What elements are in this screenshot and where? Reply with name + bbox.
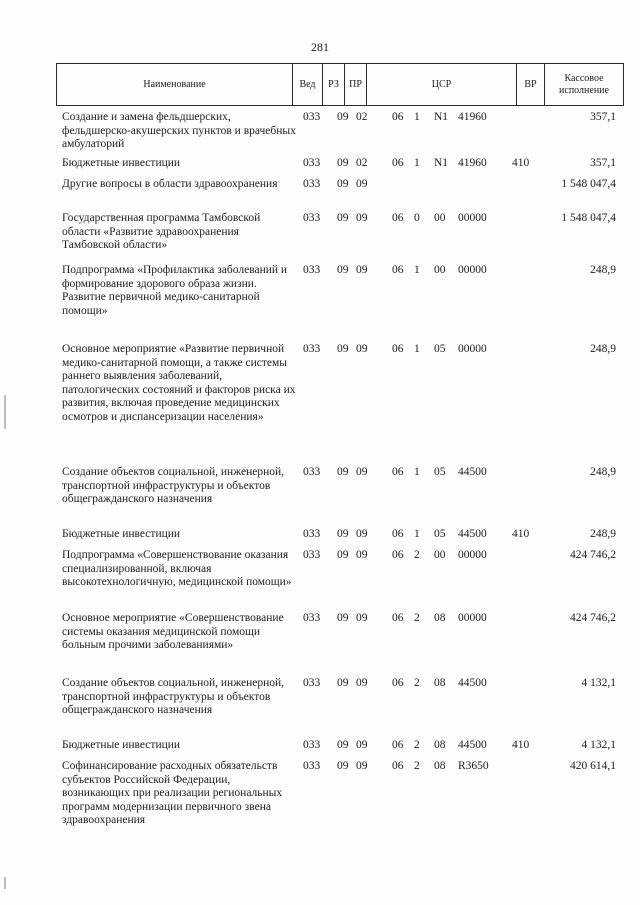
cell-name: Создание и замена фельдшерских, фельдшерско-акушерских пунктов и врачебных амбулаторий — [62, 111, 296, 151]
cell-amount: 4 132,1 — [581, 677, 616, 689]
cell-ved: 033 — [303, 466, 321, 478]
cell-amount: 248,9 — [590, 466, 616, 478]
scan-artifact — [4, 877, 6, 889]
cell-pr: 09 — [356, 212, 368, 224]
header-vr: ВР — [517, 64, 545, 106]
cell-c4: 44500 — [458, 677, 487, 689]
header-amount-line2: исполнение — [559, 84, 609, 96]
cell-name: Софинансирование расходных обязательств субъектов Российской Федерации, возникающих при реализации региональных программ модернизации первичного звена здравоохранения — [62, 760, 283, 827]
cell-rz: 09 — [337, 739, 349, 751]
cell-c3: 00 — [434, 212, 446, 224]
cell-pr: 09 — [356, 178, 368, 190]
cell-c1: 06 — [392, 157, 404, 169]
cell-c4: 00000 — [458, 212, 487, 224]
cell-rz: 09 — [337, 612, 349, 624]
cell-c2: 2 — [414, 549, 420, 561]
cell-c2: 1 — [414, 528, 420, 540]
cell-name: Бюджетные инвестиции — [62, 157, 181, 169]
cell-rz: 09 — [337, 264, 349, 276]
cell-vr: 410 — [512, 739, 530, 751]
cell-c4: 44500 — [458, 528, 487, 540]
cell-amount: 424 746,2 — [570, 549, 616, 561]
cell-c1: 06 — [392, 264, 404, 276]
cell-pr: 09 — [356, 549, 368, 561]
cell-ved: 033 — [303, 549, 321, 561]
cell-c4: 41960 — [458, 157, 487, 169]
cell-name: Создание объектов социальной, инженерной, транспортной инфраструктуры и объектов общегражданского назначения — [62, 466, 285, 506]
cell-c4: 44500 — [458, 466, 487, 478]
cell-c3: 08 — [434, 612, 446, 624]
cell-pr: 09 — [356, 760, 368, 772]
cell-c3: N1 — [434, 111, 449, 123]
cell-c2: 2 — [414, 677, 420, 689]
cell-rz: 09 — [337, 178, 349, 190]
cell-pr: 09 — [356, 677, 368, 689]
cell-c1: 06 — [392, 528, 404, 540]
cell-c1: 06 — [392, 677, 404, 689]
cell-amount: 420 614,1 — [570, 760, 616, 772]
cell-amount: 4 132,1 — [581, 739, 616, 751]
cell-name: Бюджетные инвестиции — [62, 739, 181, 751]
cell-name: Бюджетные инвестиции — [62, 528, 181, 540]
cell-rz: 09 — [337, 549, 349, 561]
cell-ved: 033 — [303, 212, 321, 224]
header-pr: ПР — [345, 64, 367, 106]
cell-c3: 08 — [434, 677, 446, 689]
cell-c2: 1 — [414, 343, 420, 355]
cell-c4: R3650 — [458, 760, 489, 772]
cell-ved: 033 — [303, 157, 321, 169]
cell-c1: 06 — [392, 212, 404, 224]
cell-vr: 410 — [512, 528, 530, 540]
cell-c1: 06 — [392, 111, 404, 123]
cell-pr: 09 — [356, 343, 368, 355]
cell-name: Подпрограмма «Профилактика заболеваний и формирование здорового образа жизни. Развитие первичной медико-санитарной помощи» — [62, 264, 288, 317]
cell-ved: 033 — [303, 739, 321, 751]
cell-c1: 06 — [392, 739, 404, 751]
cell-c4: 00000 — [458, 264, 487, 276]
header-rz: РЗ — [323, 64, 345, 106]
cell-c2: 1 — [414, 264, 420, 276]
cell-rz: 09 — [337, 111, 349, 123]
cell-c2: 1 — [414, 157, 420, 169]
cell-pr: 09 — [356, 264, 368, 276]
cell-rz: 09 — [337, 466, 349, 478]
cell-c2: 0 — [414, 212, 420, 224]
cell-amount: 1 548 047,4 — [561, 178, 616, 190]
cell-c1: 06 — [392, 612, 404, 624]
cell-c2: 1 — [414, 466, 420, 478]
cell-ved: 033 — [303, 528, 321, 540]
cell-c4: 00000 — [458, 343, 487, 355]
cell-c3: 05 — [434, 528, 446, 540]
cell-c4: 44500 — [458, 739, 487, 751]
cell-c4: 41960 — [458, 111, 487, 123]
cell-amount: 1 548 047,4 — [561, 212, 616, 224]
cell-c3: 08 — [434, 739, 446, 751]
cell-c3: 00 — [434, 549, 446, 561]
cell-c2: 1 — [414, 111, 420, 123]
cell-c1: 06 — [392, 760, 404, 772]
cell-rz: 09 — [337, 157, 349, 169]
cell-rz: 09 — [337, 212, 349, 224]
cell-amount: 357,1 — [590, 157, 616, 169]
cell-amount: 357,1 — [590, 111, 616, 123]
cell-vr: 410 — [512, 157, 530, 169]
header-amount-line1: Кассовое — [564, 72, 604, 84]
cell-pr: 09 — [356, 739, 368, 751]
cell-c1: 06 — [392, 549, 404, 561]
cell-c3: 05 — [434, 466, 446, 478]
cell-rz: 09 — [337, 528, 349, 540]
cell-pr: 02 — [356, 157, 368, 169]
cell-ved: 033 — [303, 264, 321, 276]
cell-ved: 033 — [303, 111, 321, 123]
cell-c3: 00 — [434, 264, 446, 276]
header-csr: ЦСР — [367, 64, 517, 106]
cell-ved: 033 — [303, 178, 321, 190]
cell-name: Подпрограмма «Совершенствование оказания специализированной, включая высокотехнологичную, медицинской помощи» — [62, 549, 292, 589]
cell-ved: 033 — [303, 677, 321, 689]
cell-c4: 00000 — [458, 612, 487, 624]
cell-name: Государственная программа Тамбовской области «Развитие здравоохранения Тамбовской области» — [62, 212, 261, 252]
cell-c2: 2 — [414, 612, 420, 624]
cell-c2: 2 — [414, 760, 420, 772]
cell-name: Создание объектов социальной, инженерной, транспортной инфраструктуры и объектов общегражданского назначения — [62, 677, 285, 717]
cell-amount: 424 746,2 — [570, 612, 616, 624]
cell-name: Основное мероприятие «Совершенствование системы оказания медицинской помощи больным прочими заболеваниями» — [62, 612, 284, 652]
scan-artifact — [4, 395, 6, 429]
cell-amount: 248,9 — [590, 264, 616, 276]
cell-c1: 06 — [392, 343, 404, 355]
cell-rz: 09 — [337, 760, 349, 772]
cell-amount: 248,9 — [590, 528, 616, 540]
header-ved: Вед — [293, 64, 323, 106]
cell-ved: 033 — [303, 343, 321, 355]
cell-rz: 09 — [337, 343, 349, 355]
cell-pr: 09 — [356, 612, 368, 624]
cell-pr: 09 — [356, 466, 368, 478]
cell-c1: 06 — [392, 466, 404, 478]
cell-ved: 033 — [303, 612, 321, 624]
cell-amount: 248,9 — [590, 343, 616, 355]
cell-c3: N1 — [434, 157, 449, 169]
cell-c4: 00000 — [458, 549, 487, 561]
cell-pr: 09 — [356, 528, 368, 540]
cell-c3: 08 — [434, 760, 446, 772]
cell-name: Другие вопросы в области здравоохранения — [62, 178, 278, 190]
cell-pr: 02 — [356, 111, 368, 123]
cell-ved: 033 — [303, 760, 321, 772]
header-name: Наименование — [57, 64, 293, 106]
page-number: 281 — [311, 40, 329, 54]
cell-name: Основное мероприятие «Развитие первичной медико-санитарной помощи, а также системы раннего выявления заболеваний, патологических состояний и факторов риска их развития, включая проведение медицинских осмотров и диспансеризации населения» — [62, 343, 296, 423]
cell-c3: 05 — [434, 343, 446, 355]
cell-c2: 2 — [414, 739, 420, 751]
cell-rz: 09 — [337, 677, 349, 689]
